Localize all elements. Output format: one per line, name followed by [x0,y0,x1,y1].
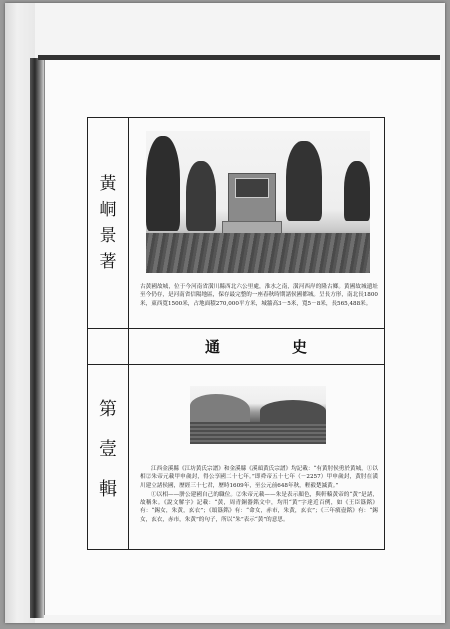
side-label-char: 峒 [99,200,117,220]
content-frame [87,117,385,550]
ground-shape [146,233,370,273]
side-label-top [88,176,128,280]
tree-shape [146,136,180,231]
side-label-bottom [88,401,128,521]
side-label-char: 景 [99,226,117,246]
side-label-char: 著 [99,252,117,272]
section-title-char: 史 [292,338,310,356]
tree-shape [286,141,322,221]
landscape-photo [190,386,326,444]
tree-shape [186,161,216,231]
hill-shape [260,400,326,422]
caption-paragraph: 江西金溪縣《江坊黃氏宗譜》和金溪縣《溪頭黃氏宗譜》均記載：“有黃肘侯勇於黃城，①以相②朱帝元載甲申歲封，得公享國二十七年。”即舜帝五十七年（－2257）甲申歲封，黃肘在潢川建立諸侯國，歷經三十七君，歷時1609年，至公元前648年秋，輕毅楚滅黃。” [140,466,378,489]
section-title-char: 通 [204,338,222,356]
section-title [129,330,385,363]
frame-divider-lower [88,364,384,365]
caption-paragraph: ①以相——胼公建國自己的職位。②朱帝元載——朱是表示顏色，與軒轅黃帝的“黃”是諸，故稱朱。《說文解字》記載：“黃，周青銅器銘文中，均用“黃”字達近百例，如《王臣簋銘》有：“錫女，朱黃，玄衣”；《頌簋銘》有：“命女，赤市，朱黃，玄衣”；《三年瘨壺銘》有：“錫女，玄衣，赤市，朱黃”的句子，所以“朱”表示“黃”的意思。 [140,491,378,523]
water-shape [190,422,326,444]
frame-divider-upper [88,328,384,329]
caption-bottom [140,465,378,525]
caption-top: 古黃國故城，位于今河南省潢川縣西北六公里處，淮水之南，潢河西岸的隆古鄉。黃國故城遺址至今仍存，是河南省信陽地區，保存最完整的一座春秋時期諸侯國都城。呈長方形，南北長1800米，東西寬1500米，占地面積270,000平方米，城牆高3－5米，寬5－8米，長565,488米。 [140,284,378,307]
monument-photo [146,131,370,273]
hill-shape [190,394,250,422]
binding-stripe [30,58,44,618]
side-label-char: 第 [99,399,117,420]
monument-plaque [235,178,269,198]
side-label-char: 黃 [99,174,117,194]
side-label-char: 輯 [99,479,117,500]
tree-shape [344,161,370,221]
side-label-char: 壹 [99,439,117,460]
